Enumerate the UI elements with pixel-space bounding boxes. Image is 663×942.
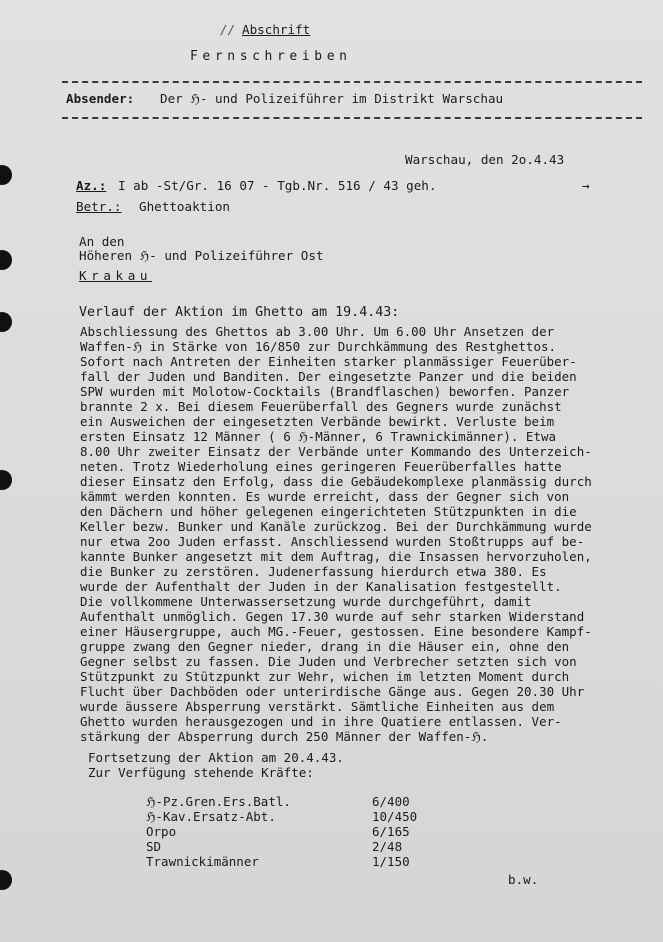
place-date: Warschau, den 2o.4.43	[405, 152, 565, 167]
forces-row	[146, 854, 410, 869]
az-value: I ab -St/Gr. 16 07 - Tgb.Nr. 516 / 43 geh.	[118, 178, 437, 193]
body-line: Aufenthalt unmöglich. Gegen 17.30 wurde auf sehr starken Widerstand	[80, 609, 585, 624]
body-line: nur etwa 2oo Juden erfasst. Anschliessend wurden Stoßtrupps auf be-	[80, 534, 585, 549]
forces-row	[146, 839, 402, 854]
recipient-city: Krakau	[79, 268, 153, 283]
forces-strength: 6/400	[372, 794, 410, 809]
body-line: neten. Trotz Wiederholung eines geringeren Feuerüberfalles hatte	[80, 459, 562, 474]
recipient-line1: An den	[79, 234, 125, 249]
body-line: Waffen-ℌ in Stärke von 16/850 zur Durchkämmung des Restghettos.	[80, 339, 557, 354]
sender-label: Absender:	[66, 91, 135, 106]
body-line: stärkung der Absperrung durch 250 Männer der Waffen-ℌ.	[80, 729, 489, 744]
sender-value: Der ℌ- und Polizeiführer im Distrikt Warschau	[160, 91, 504, 106]
page-turn-note: b.w.	[508, 872, 539, 887]
divider	[62, 81, 642, 83]
forces-unit: Orpo	[146, 824, 177, 839]
body-line: Gegner selbst zu fassen. Die Juden und Verbrecher setzten sich von	[80, 654, 577, 669]
body-line: Keller bezw. Bunker und Kanäle zurückzog. Bei der Durchkämmung wurde	[80, 519, 592, 534]
forces-unit: ℌ-Kav.Ersatz-Abt.	[146, 809, 276, 824]
az-label: Az.:	[76, 178, 107, 193]
forces-row	[146, 824, 410, 839]
forces-row	[146, 794, 410, 809]
body-line: kämmt werden konnten. Es wurde erreicht, dass der Gegner sich von	[80, 489, 570, 504]
body-line: SPW wurden mit Molotow-Cocktails (Brandflaschen) beworfen. Panzer	[80, 384, 570, 399]
forces-unit: Trawnickimänner	[146, 854, 259, 869]
document-type: Fernschreiben	[190, 49, 352, 64]
body-line: Sofort nach Antreten der Einheiten starker planmässiger Feuerüber-	[80, 354, 577, 369]
arrow-mark: →	[582, 178, 590, 193]
report-heading: Verlauf der Aktion im Ghetto am 19.4.43:	[79, 305, 400, 320]
forces-unit: ℌ-Pz.Gren.Ers.Batl.	[146, 794, 291, 809]
forces-unit: SD	[146, 839, 162, 854]
body-line: einer Häusergruppe, auch MG.-Feuer, gestossen. Eine besondere Kampf-	[80, 624, 592, 639]
body-line: Die vollkommene Unterwassersetzung wurde durchgeführt, damit	[80, 594, 532, 609]
betr-label: Betr.:	[76, 199, 122, 214]
recipient-line2: Höheren ℌ- und Polizeiführer Ost	[79, 248, 324, 263]
body-line: Ghetto wurden herausgezogen und in ihre Quatiere entlassen. Ver-	[80, 714, 562, 729]
body-line: kannte Bunker angesetzt mit dem Auftrag, die Insassen hervorzuholen,	[80, 549, 592, 564]
body-line: die Bunker zu zerstören. Judenerfassung hierdurch etwa 380. Es	[80, 564, 547, 579]
body-line: Stützpunkt zu Stützpunkt zur Wehr, wichen im letzten Moment durch	[80, 669, 570, 684]
forces-strength: 2/48	[372, 839, 403, 854]
body-line: den Dächern und höher gelegenen eingerichteten Stützpunkten in die	[80, 504, 577, 519]
betr-value: Ghettoaktion	[139, 199, 230, 214]
copy-label: Abschrift	[242, 22, 311, 37]
body-line: dieser Einsatz den Erfolg, dass die Gebäudekomplexe planmässig durch	[80, 474, 592, 489]
forces-strength: 6/165	[372, 824, 410, 839]
body-line: wurde äussere Absperrung verstärkt. Sämtliche Einheiten aus dem	[80, 699, 555, 714]
body-line: 8.00 Uhr zweiter Einsatz der Verbände unter Kommando des Unterzeich-	[80, 444, 592, 459]
forces-row	[146, 809, 417, 824]
body-line: brannte 2 x. Bei diesem Feuerüberfall des Gegners wurde zunächst	[80, 399, 562, 414]
forces-heading: Zur Verfügung stehende Kräfte:	[88, 765, 314, 780]
body-line: ein Ausweichen der eingesetzten Verbände bewirkt. Verluste beim	[80, 414, 555, 429]
body-line: ersten Einsatz 12 Männer ( 6 ℌ-Männer, 6 Trawnickimänner). Etwa	[80, 429, 557, 444]
forces-strength: 10/450	[372, 809, 418, 824]
body-line: gruppe zwang den Gegner nieder, drang in die Häuser ein, ohne den	[80, 639, 570, 654]
body-line: fall der Juden und Banditen. Der eingesetzte Panzer und die beiden	[80, 369, 577, 384]
body-line: wurde der Aufenthalt der Juden in der Kanalisation festgestellt.	[80, 579, 562, 594]
handwritten-mark: //	[220, 22, 236, 37]
continuation-line: Fortsetzung der Aktion am 20.4.43.	[88, 750, 344, 765]
forces-strength: 1/150	[372, 854, 410, 869]
body-line: Flucht über Dachböden oder unterirdische Gänge aus. Gegen 20.30 Uhr	[80, 684, 585, 699]
body-line: Abschliessung des Ghettos ab 3.00 Uhr. Um 6.00 Uhr Ansetzen der	[80, 324, 555, 339]
divider	[62, 117, 642, 119]
